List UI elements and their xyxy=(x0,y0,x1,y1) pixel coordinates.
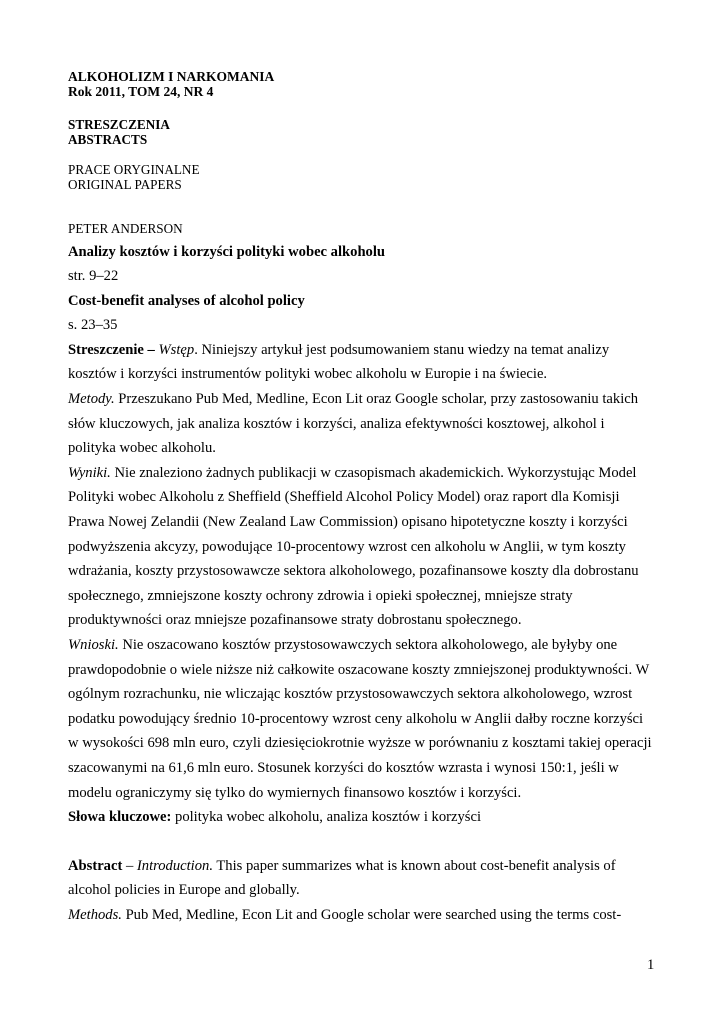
abstract-pl-results-line-2: Polityki wobec Alkoholu z Sheffield (Sheffield Alcohol Policy Model) oraz raport dla Komisji xyxy=(68,489,620,506)
abstract-pl-methods-line-2: słów kluczowych, jak analiza kosztów i korzyści, analiza efektywności kosztowej, alkohol i xyxy=(68,415,605,432)
abstract-pl-conclusions-line-6: szacowanymi na 61,6 mln euro. Stosunek korzyści do kosztów wzrasta i wynosi 150:1, jeśli w xyxy=(68,759,619,776)
abstract-pl-intro-line-1: Streszczenie – Wstęp. Niniejszy artykuł jest podsumowaniem stanu wiedzy na temat analizy xyxy=(68,341,610,358)
abstract-pl-results-line-4: podwyższenia akcyzy, powodujące 10-procentowy wzrost cen alkoholu w Anglii, w tym koszty xyxy=(68,538,626,555)
keywords-label-pl: Słowa kluczowe: xyxy=(68,809,172,826)
conclusions-label-pl: Wnioski. xyxy=(68,637,119,653)
abstract-en-methods-line-1: Methods. Pub Med, Medline, Econ Lit and Google scholar were searched using the terms cost- xyxy=(68,906,622,923)
abstract-pl-methods-line-1: Metody. Przeszukano Pub Med, Medline, Econ Lit oraz Google scholar, przy zastosowaniu takich xyxy=(68,391,639,408)
article-pages-en: s. 23–35 xyxy=(68,317,118,334)
abstract-pl xyxy=(68,338,668,830)
journal-issue: Rok 2011, TOM 24, NR 4 xyxy=(68,84,214,99)
abstract-pl-results-line-1: Wyniki. Nie znaleziono żadnych publikacji w czasopismach akademickich. Wykorzystując Model xyxy=(68,464,637,481)
intro-label-en: Introduction. xyxy=(136,857,213,874)
abstract-pl-conclusions-line-7: modelu ograniczymy się tylko do wymiernych finansowo kosztów i korzyści. xyxy=(68,784,522,801)
keywords-pl: Słowa kluczowe: polityka wobec alkoholu, analiza kosztów i korzyści xyxy=(68,809,482,826)
journal-title: ALKOHOLIZM I NARKOMANIA xyxy=(68,69,275,84)
abstract-pl-label: Streszczenie – xyxy=(68,341,155,358)
abstract-pl-results-line-5: wdrażania, koszty przystosowawcze sektora alkoholowego, pozafinansowe koszty dla dobrostanu xyxy=(68,563,639,580)
page-content xyxy=(68,69,668,928)
methods-label-en: Methods. xyxy=(68,906,122,923)
intro-label-pl: Wstęp xyxy=(158,341,195,358)
abstract-pl-conclusions-line-3: ogólnym rozrachunku, nie wliczając kosztów przystosowawczych sektora alkoholowego, wzrost xyxy=(68,686,633,703)
abstract-pl-conclusions-line-1: Wnioski. Nie oszacowano kosztów przystosowawczych sektora alkoholowego, ale byłyby one xyxy=(68,637,618,653)
section-title-pl: STRESZCZENIA xyxy=(68,117,170,132)
abstract-en-intro-line-2: alcohol policies in Europe and globally. xyxy=(68,882,300,899)
results-label-pl: Wyniki. xyxy=(68,464,111,481)
abstract-pl-methods-line-3: polityka wobec alkoholu. xyxy=(68,440,216,457)
abstract-pl-conclusions-line-5: w wysokości 698 mln euro, czyli dziesięciokrotnie wyższe w porównaniu z kosztami takiej operacji xyxy=(68,735,652,752)
abstract-pl-results-line-7: produktywności oraz mniejsze pozafinansowe straty dobrostanu społecznego. xyxy=(68,612,522,629)
article-title-en: Cost-benefit analyses of alcohol policy xyxy=(68,292,305,309)
article-title-pl: Analizy kosztów i korzyści polityki wobec alkoholu xyxy=(68,243,386,260)
methods-label-pl: Metody. xyxy=(68,391,115,408)
abstract-pl-results-line-3: Prawa Nowej Zelandii (New Zealand Law Commission) opisano hipotetyczne koszty i korzyści xyxy=(68,514,628,531)
abstract-pl-conclusions-line-4: podatku powodujący średnio 10-procentowy wzrost ceny alkoholu w Anglii dałby roczne korzyści xyxy=(68,710,644,727)
category-en: ORIGINAL PAPERS xyxy=(68,176,182,192)
article-author: PETER ANDERSON xyxy=(68,221,183,236)
abstract-en xyxy=(68,854,668,928)
article-pages-pl: str. 9–22 xyxy=(68,268,119,285)
abstract-en-label: Abstract xyxy=(68,857,123,874)
category-pl: PRACE ORYGINALNE xyxy=(68,162,200,177)
section-title-en: ABSTRACTS xyxy=(68,131,148,147)
abstract-en-intro-line-1: Abstract – Introduction. This paper summarizes what is known about cost-benefit analysis of xyxy=(68,857,616,874)
abstract-pl-results-line-6: społecznego, zmniejszone koszty ochrony zdrowia i opieki społecznej, mniejsze straty xyxy=(68,587,573,604)
abstract-pl-conclusions-line-2: prawdopodobnie o wiele niższe niż całkowite oszacowane koszty zmniejszonej produktywności. W xyxy=(68,661,650,678)
abstract-pl-intro-line-2: kosztów i korzyści instrumentów polityki wobec alkoholu w Europie i na świecie. xyxy=(68,366,548,383)
page-number: 1 xyxy=(647,957,655,973)
